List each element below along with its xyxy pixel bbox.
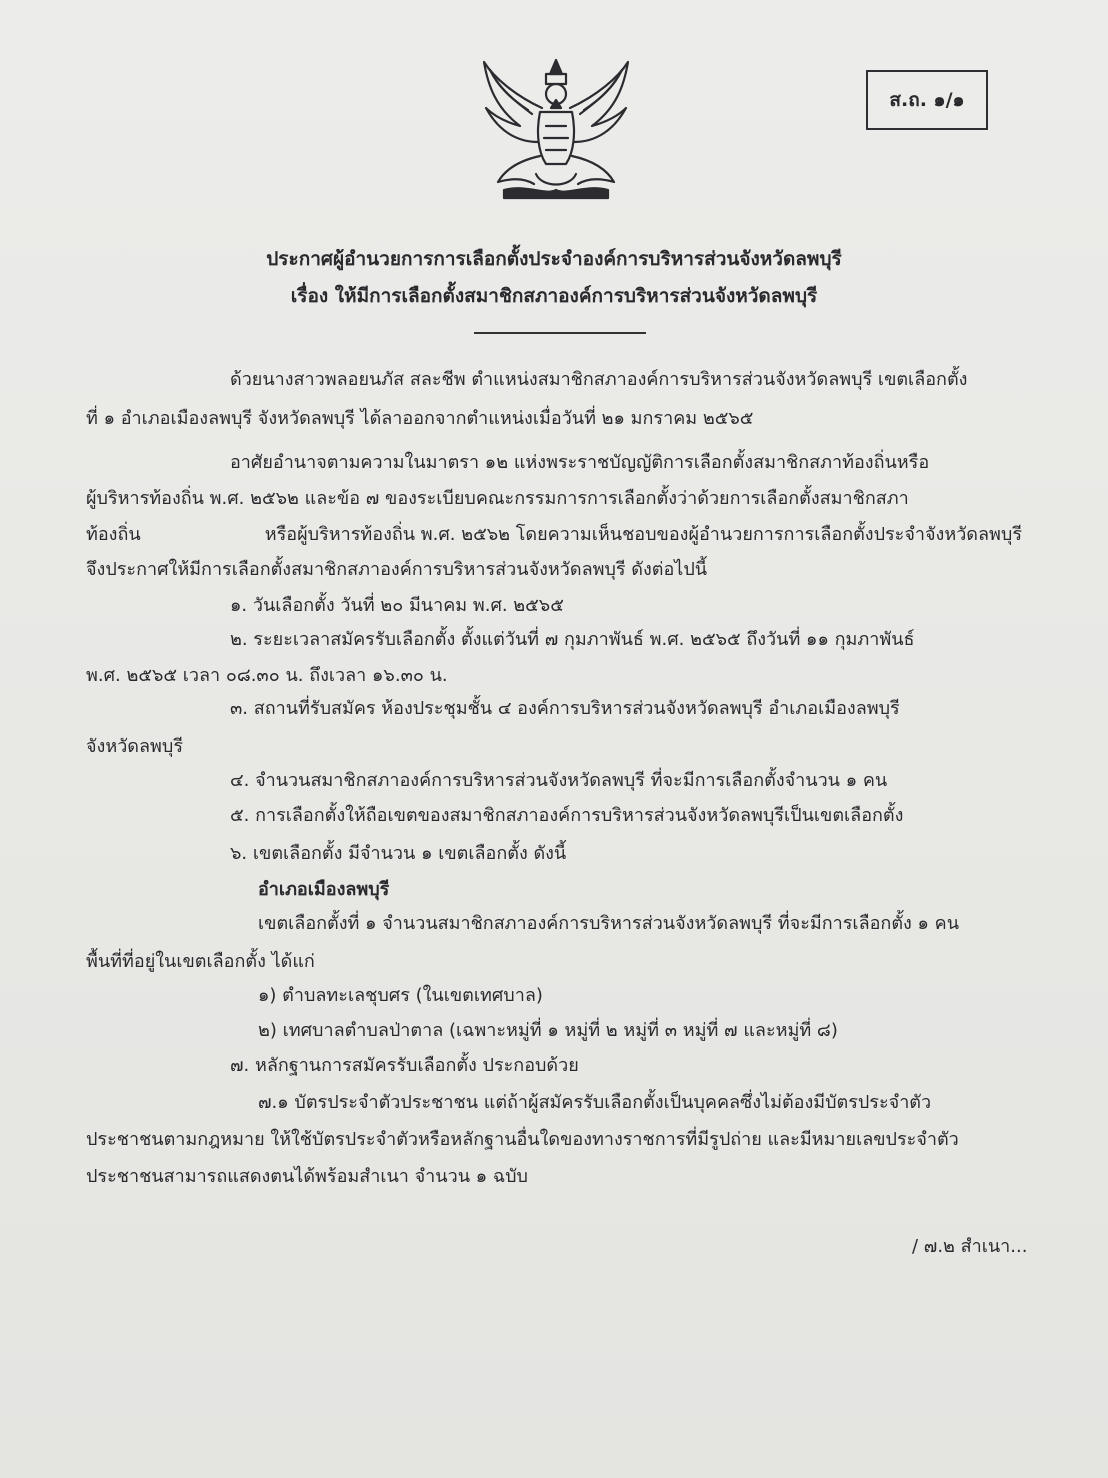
garuda-emblem: [476, 56, 636, 204]
item-2-line-2: พ.ศ. ๒๕๖๕ เวลา ๐๘.๓๐ น. ถึงเวลา ๑๖.๓๐ น.: [86, 665, 448, 686]
zone-line-1: เขตเลือกตั้งที่ ๑ จำนวนสมาชิกสภาองค์การบริหารส่วนจังหวัดลพบุรี ที่จะมีการเลือกตั้ง ๑ คน: [258, 913, 960, 934]
area-1: ๑) ตำบลทะเลชุบศร (ในเขตเทศบาล): [258, 985, 543, 1006]
item-7-1-line-2: ประชาชนตามกฎหมาย ให้ใช้บัตรประจำตัวหรือหลักฐานอื่นใดของทางราชการที่มีรูปถ่าย และมีหมายเลขประจำตัว: [86, 1129, 959, 1150]
item-7: ๗. หลักฐานการสมัครรับเลือกตั้ง ประกอบด้วย: [230, 1055, 579, 1076]
area-2: ๒) เทศบาลตำบลป่าตาล (เฉพาะหมู่ที่ ๑ หมู่ที่ ๒ หมู่ที่ ๓ หมู่ที่ ๗ และหมู่ที่ ๘): [258, 1020, 838, 1041]
item-6: ๖. เขตเลือกตั้ง มีจำนวน ๑ เขตเลือกตั้ง ดังนี้: [230, 843, 567, 864]
item-4: ๔. จำนวนสมาชิกสภาองค์การบริหารส่วนจังหวัดลพบุรี ที่จะมีการเลือกตั้งจำนวน ๑ คน: [230, 770, 888, 791]
paragraph-2-line-2: ผู้บริหารท้องถิ่น พ.ศ. ๒๕๖๒ และข้อ ๗ ของระเบียบคณะกรรมการการเลือกตั้งว่าด้วยการเลือกตั้งสมาชิกสภา: [86, 488, 909, 509]
item-7-1-line-3: ประชาชนสามารถแสดงตนได้พร้อมสำเนา จำนวน ๑ ฉบับ: [86, 1166, 528, 1187]
form-code-box: [866, 70, 988, 130]
garuda-emblem-icon: [476, 56, 636, 204]
form-code: ส.ถ. ๑/๑: [889, 89, 965, 111]
paragraph-1-line-1: ด้วยนางสาวพลอยนภัส สละชีพ ตำแหน่งสมาชิกสภาองค์การบริหารส่วนจังหวัดลพบุรี เขตเลือกตั้ง: [230, 369, 968, 390]
item-3-line-1: ๓. สถานที่รับสมัคร ห้องประชุมชั้น ๔ องค์การบริหารส่วนจังหวัดลพบุรี อำเภอเมืองลพบุรี: [230, 698, 900, 719]
paragraph-2-line-3: [86, 523, 1022, 547]
announcement-subject: เรื่อง ให้มีการเลือกตั้งสมาชิกสภาองค์การบริหารส่วนจังหวัดลพบุรี: [290, 285, 818, 307]
paragraph-2-line-1: อาศัยอำนาจตามความในมาตรา ๑๒ แห่งพระราชบัญญัติการเลือกตั้งสมาชิกสภาท้องถิ่นหรือ: [230, 452, 930, 473]
title-divider: [474, 332, 646, 334]
item-5: ๕. การเลือกตั้งให้ถือเขตของสมาชิกสภาองค์การบริหารส่วนจังหวัดลพบุรีเป็นเขตเลือกตั้ง: [230, 805, 904, 826]
district-heading: อำเภอเมืองลพบุรี: [258, 879, 390, 900]
paragraph-2-line-3-rest: หรือผู้บริหารท้องถิ่น พ.ศ. ๒๕๖๒ โดยความเห็นชอบของผู้อำนวยการการเลือกตั้งประจำจังหวัดลพบุรี: [264, 524, 1022, 545]
item-2-line-1: ๒. ระยะเวลาสมัครรับเลือกตั้ง ตั้งแต่วันที่ ๗ กุมภาพันธ์ พ.ศ. ๒๕๖๕ ถึงวันที่ ๑๑ กุมภาพันธ์: [230, 629, 915, 650]
item-1: ๑. วันเลือกตั้ง วันที่ ๒๐ มีนาคม พ.ศ. ๒๕๖๕: [230, 595, 564, 616]
continuation-note: / ๗.๒ สำเนา...: [912, 1236, 1028, 1257]
zone-line-2: พื้นที่ที่อยู่ในเขตเลือกตั้ง ได้แก่: [86, 951, 315, 972]
announcement-title: ประกาศผู้อำนวยการการเลือกตั้งประจำองค์การบริหารส่วนจังหวัดลพบุรี: [266, 248, 842, 270]
paragraph-1-line-2: ที่ ๑ อำเภอเมืองลพบุรี จังหวัดลพบุรี ได้ลาออกจากตำแหน่งเมื่อวันที่ ๒๑ มกราคม ๒๕๖๕: [86, 408, 754, 429]
paragraph-2-line-3-start: ท้องถิ่น: [86, 524, 141, 545]
item-7-1-line-1: ๗.๑ บัตรประจำตัวประชาชน แต่ถ้าผู้สมัครรับเลือกตั้งเป็นบุคคลซึ่งไม่ต้องมีบัตรประจำตัว: [258, 1092, 932, 1113]
paragraph-2-line-4: จึงประกาศให้มีการเลือกตั้งสมาชิกสภาองค์การบริหารส่วนจังหวัดลพบุรี ดังต่อไปนี้: [86, 559, 708, 580]
item-3-line-2: จังหวัดลพบุรี: [86, 736, 183, 757]
